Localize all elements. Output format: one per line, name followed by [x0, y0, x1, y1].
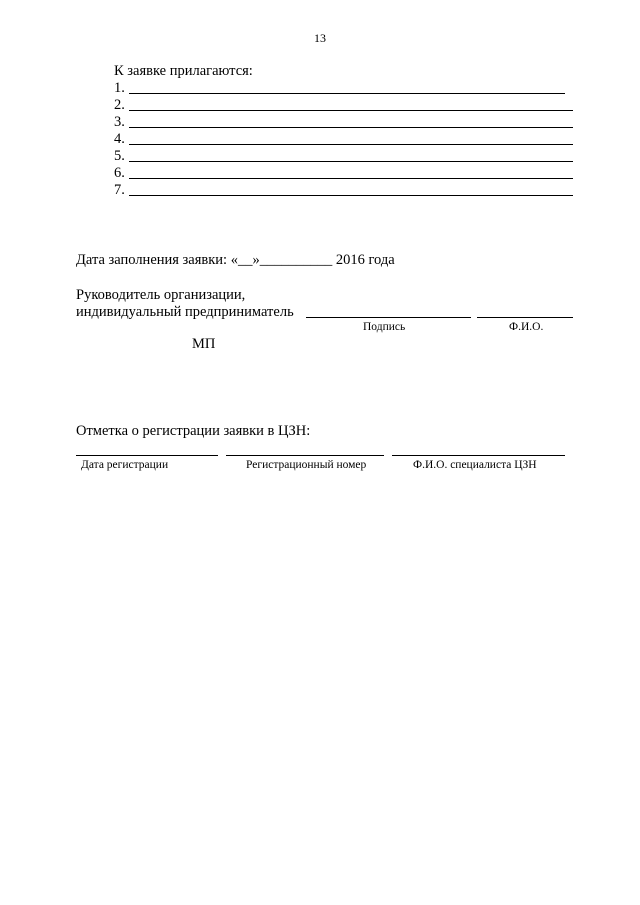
attachments-heading: К заявке прилагаются:: [114, 63, 253, 79]
specialist-name-caption: Ф.И.О. специалиста ЦЗН: [413, 459, 537, 471]
page-number: 13: [314, 31, 326, 45]
name-line: [477, 317, 573, 318]
fill-date-label: Дата заполнения заявки: «__»__________ 2016 года: [76, 252, 395, 268]
attachment-line: [129, 195, 573, 196]
attachment-number: 6.: [114, 165, 125, 181]
registration-number-line: [226, 455, 384, 456]
registration-heading: Отметка о регистрации заявки в ЦЗН:: [76, 423, 311, 439]
signatory-title-line2: индивидуальный предприниматель: [76, 304, 294, 320]
attachment-number: 2.: [114, 97, 125, 113]
attachment-number: 4.: [114, 131, 125, 147]
stamp-label: МП: [192, 336, 216, 352]
attachment-line: [129, 127, 573, 128]
attachment-number: 1.: [114, 80, 125, 96]
attachment-number: 7.: [114, 182, 125, 198]
registration-number-caption: Регистрационный номер: [246, 459, 367, 471]
attachment-line: [129, 110, 573, 111]
signature-caption: Подпись: [363, 321, 406, 333]
attachment-line: [129, 144, 573, 145]
registration-date-caption: Дата регистрации: [81, 459, 169, 471]
attachment-line: [129, 161, 573, 162]
attachment-number: 5.: [114, 148, 125, 164]
attachment-line: [129, 178, 573, 179]
attachment-line: [129, 93, 565, 94]
registration-date-line: [76, 455, 218, 456]
signature-line: [306, 317, 471, 318]
attachment-number: 3.: [114, 114, 125, 130]
name-caption: Ф.И.О.: [509, 321, 544, 333]
signatory-title-line1: Руководитель организации,: [76, 287, 246, 303]
specialist-name-line: [392, 455, 565, 456]
